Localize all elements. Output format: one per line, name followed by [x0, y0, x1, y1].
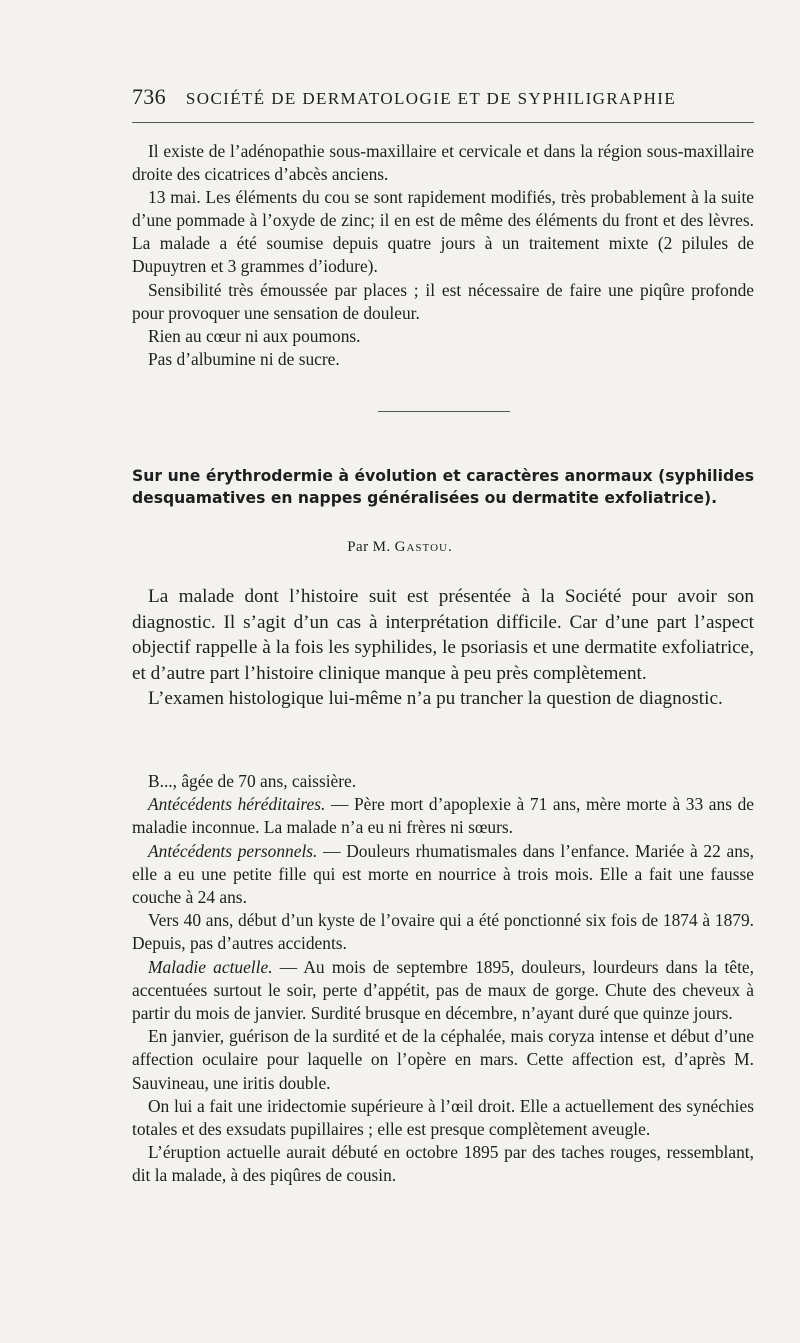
paragraph-heart-lungs: Rien au cœur ni aux poumons.: [148, 325, 361, 346]
paragraph-cyst: Vers 40 ans, début d’un kyste de l’ovaire qui a été ponctionné six fois de 1874 à 1879. Depuis, pas d’autres accidents.: [132, 910, 754, 954]
paragraph-current: [132, 956, 754, 1026]
author-name: Gastou.: [394, 539, 453, 555]
hereditary-text: — Père mort d’apoplexie à 71 ans, mère morte à 33 ans de maladie inconnue. La malade n’a eu ni frères ni sœurs.: [132, 794, 754, 838]
personal-text: — Douleurs rhumatismales dans l’enfance. Mariée à 22 ans, elle a eu une petite fille qui est morte en nourrice à trois mois. Elle a fait une fausse couche à 24 ans.: [132, 840, 754, 908]
paragraph-sensibility: Sensibilité très émoussée par places ; il est nécessaire de faire une piqûre profonde pour provoquer une sensation de douleur.: [132, 279, 754, 323]
paragraph-patient: B..., âgée de 70 ans, caissière.: [148, 771, 357, 791]
page-number: 736: [132, 84, 166, 109]
case-history: [132, 770, 754, 1188]
running-header: [132, 84, 754, 110]
hereditary-label: Antécédents héréditaires.: [148, 794, 326, 815]
paragraph-intro: La malade dont l’histoire suit est présentée à la Société pour avoir son diagnostic. Il s’agit d’un cas à interprétation difficile. Car d’une part l’aspect objectif rappelle à la fois les syphilides, le psoriasis et une dermatite exfoliatrice, et d’autre part l’histoire clinique manque à peu près complètement.: [132, 586, 754, 684]
running-title: SOCIÉTÉ DE DERMATOLOGIE ET DE SYPHILIGRAPHIE: [185, 89, 677, 108]
current-label: Maladie actuelle.: [148, 956, 273, 977]
paragraph-adenopathy: Il existe de l’adénopathie sous-maxillaire et cervicale et dans la région sous-maxillaire droite des cicatrices d’abcès anciens.: [132, 141, 754, 185]
article-intro: [132, 584, 754, 712]
paragraph-histology: L’examen histologique lui-même n’a pu trancher la question de diagnostic.: [148, 688, 723, 710]
paragraph-eruption: L’éruption actuelle aurait débuté en octobre 1895 par des taches rouges, ressemblant, dit la malade, à des piqûres de cousin.: [132, 1142, 754, 1186]
continuation-text: [132, 140, 754, 371]
paragraph-hereditary: [132, 793, 754, 839]
paragraph-may-13: 13 mai. Les éléments du cou se sont rapidement modifiés, très probablement à la suite d’une pommade à l’oxyde de zinc; il en est de même des éléments du front et des lèvres. La malade a été soumise depuis quatre jours à un traitement mixte (2 pilules de Dupuytren et 3 grammes d’iodure).: [132, 187, 754, 277]
header-rule: [132, 122, 754, 123]
section-divider: [378, 411, 510, 412]
paragraph-personal: [132, 840, 754, 910]
article-title: Sur une érythrodermie à évolution et caractères anormaux (syphilides desquamatives en nappes généralisées ou dermatite exfoliatrice).: [132, 467, 754, 507]
paragraph-albumin: Pas d’albumine ni de sucre.: [148, 348, 340, 369]
paragraph-iridectomy: On lui a fait une iridectomie supérieure à l’œil droit. Elle a actuellement des synéchies totales et des exsudats pupillaires ; elle est presque complètement aveugle.: [132, 1095, 754, 1140]
author-line: [0, 539, 800, 556]
paragraph-january: En janvier, guérison de la surdité et de la céphalée, mais coryza intense et début d’une affection oculaire pour laquelle on l’opère en mars. Cette affection est, d’après M. Sauvineau, une iritis double.: [132, 1026, 754, 1093]
current-text: — Au mois de septembre 1895, douleurs, lourdeurs dans la tête, accentuées surtout le soir, perte d’appétit, pas de maux de gorge. Chute des cheveux à partir du mois de janvier. Surdité brusque en décembre, n’ayant duré que quinze jours.: [132, 956, 754, 1024]
personal-label: Antécédents personnels.: [148, 840, 318, 861]
author-prefix: Par M.: [347, 539, 391, 555]
